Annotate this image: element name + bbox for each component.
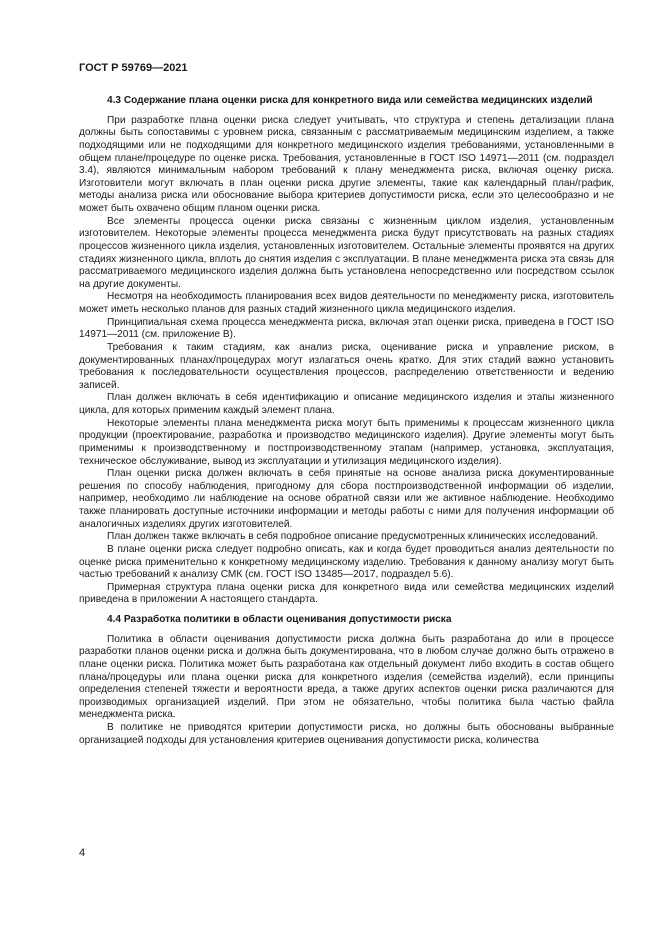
paragraph: План оценки риска должен включать в себя принятые на основе анализа риска документированные решения по способу наблюдения, пригодному для сбора постпроизводственной информации об изделии, например, необходимо ли наблюдение на основе обратной связи или же активное наблюдение. Необходимо также планировать доступные источники информации и методы работы с ними для получения информации об аналогичных изделиях других изготовителей. (79, 468, 614, 530)
section-heading-4-4: 4.4 Разработка политики в области оценивания допустимости риска (107, 614, 452, 625)
paragraph: При разработке плана оценки риска следует учитывать, что структура и степень детализации плана должны быть сопоставимы с уровнем риска, связанным с рассматриваемым медицинским изделием, а также подходящими или не подходящими для конкретного медицинского изделия требованиями, установленными в общем плане/процедуре по оценке риска. Требования, установленные в ГОСТ ISO 14971—2011 (см. подраздел 3.4), являются минимальным набором требований к плану менеджмента риска, включая оценку риска. Изготовители могут включать в план оценки риска другие элементы, такие как календарный план/график, методы анализа риска или обоснование выбора критериев допустимости риска, если это целесообразно и не может быть охвачено общим планом оценки риска. (79, 114, 614, 214)
paragraph: В плане оценки риска следует подробно описать, как и когда будет проводиться анализ деятельности по оценке риска применительно к конкретному медицинскому изделию. Требования к данному анализу могут быть частью требований к анализу СМК (см. ГОСТ ISO 13485—2017, подраздел 5.6). (79, 543, 614, 581)
paragraph: В политике не приводятся критерии допустимости риска, но должны быть обоснованы выбранные организацией подходы для установления критериев оценивания допустимости риска, количества (79, 722, 614, 746)
paragraph: Несмотря на необходимость планирования всех видов деятельности по менеджменту риска, изготовитель может иметь несколько планов для разных стадий жизненного цикла медицинского изделия. (79, 291, 614, 315)
page-number: 4 (79, 847, 86, 859)
paragraph: Все элементы процесса оценки риска связаны с жизненным циклом изделия, установленным изготовителем. Некоторые элементы процесса менеджмента риска будут присутствовать на разных стадиях процессов жизненного цикла изделия, установленных изготовителем. Остальные элементы проявятся на других стадиях жизненного цикла, вплоть до снятия изделия с эксплуатации. В плане менеджмента риска эта связь для рассматриваемого медицинского изделия должна быть установлена непосредственно или посредством ссылок на другие документы. (79, 215, 614, 290)
paragraph: План должен включать в себя идентификацию и описание медицинского изделия и этапы жизненного цикла, для которых применим каждый элемент плана. (79, 392, 614, 416)
section-heading-4-3: 4.3 Содержание плана оценки риска для конкретного вида или семейства медицинских изделий (107, 95, 593, 106)
paragraph: Требования к таким стадиям, как анализ риска, оценивание риска и управление риском, в документированных планах/процедурах могут излагаться очень кратко. Для этих стадий важно установить требования к последовательности осуществления процессов, распределению ответственности и ведению записей. (79, 341, 614, 391)
paragraph: Политика в области оценивания допустимости риска должна быть разработана до или в процессе разработки планов оценки риска и должна быть документирована, что в любом случае должно быть отражено в плане оценки риска. Политика может быть разработана как отдельный документ либо входить в состав общего плана/процедуры или плана оценки риска для конкретного изделия (семейства изделий), если принципы определения степеней тяжести и вероятности вреда, а также других аспектов оценки риска различаются для производимых организацией изделий. При этом не обязательно, чтобы политика была частью файла менеджмента риска. (79, 633, 614, 721)
paragraph: Некоторые элементы плана менеджмента риска могут быть применимы к процессам жизненного цикла продукции (проектирование, разработка и производство медицинского изделия). Другие элементы могут быть применимы к производственному и постпроизводственному этапам (например, установка, эксплуатация, техническое обслуживание, вывод из эксплуатации и утилизация медицинского изделия). (79, 417, 614, 467)
page-content (79, 95, 614, 747)
standard-header: ГОСТ Р 59769—2021 (79, 62, 188, 74)
paragraph: План должен также включать в себя подробное описание предусмотренных клинических исследований. (107, 531, 599, 543)
paragraph: Примерная структура плана оценки риска для конкретного вида или семейства медицинских изделий приведена в приложении А настоящего стандарта. (79, 581, 614, 606)
paragraph: Принципиальная схема процесса менеджмента риска, включая этап оценки риска, приведена в ГОСТ ISO 14971—2011 (см. приложение В). (79, 316, 614, 341)
